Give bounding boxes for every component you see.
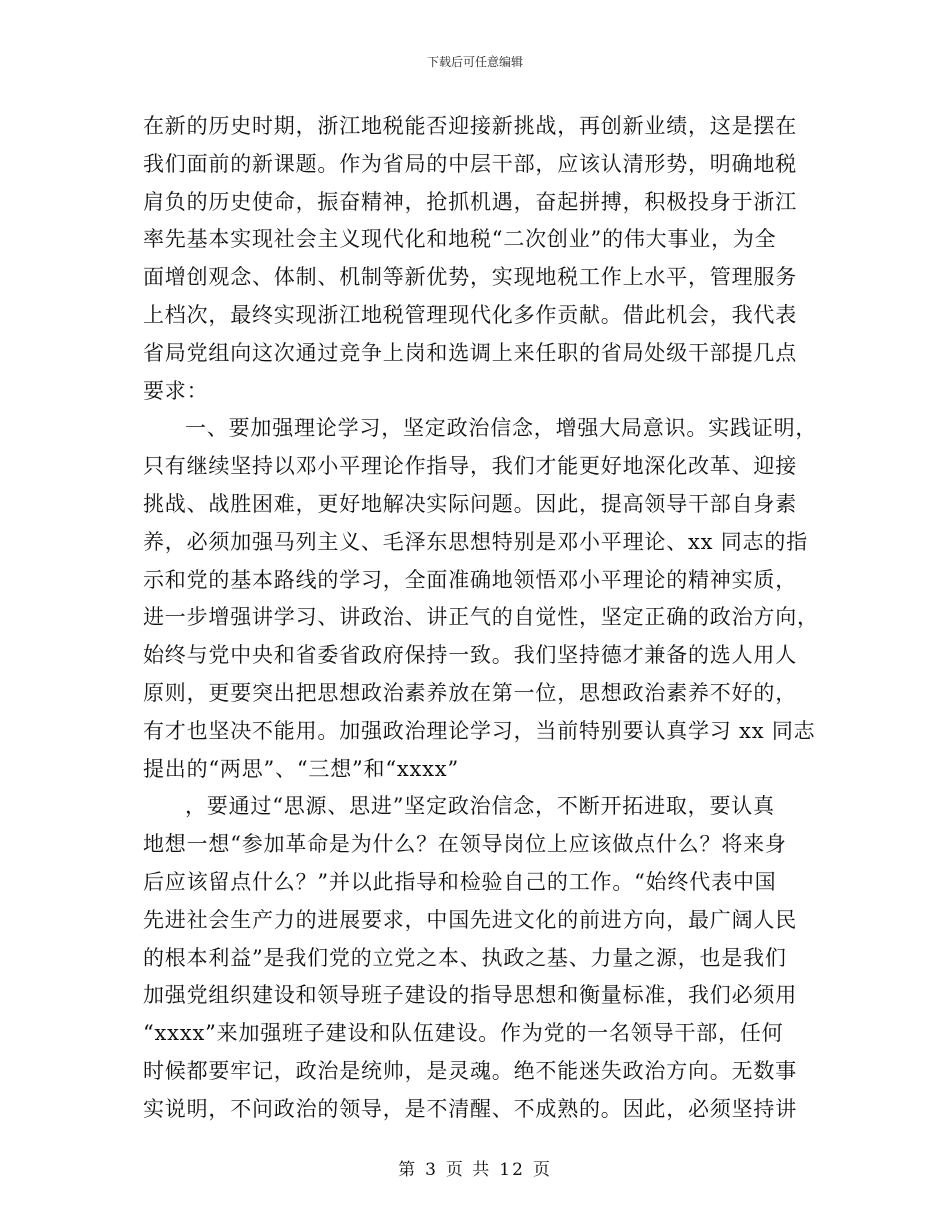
text-line: 先进社会生产力的进展要求，中国先进文化的前进方向，最广阔人民 [143,907,797,932]
page-number-suffix: 页 [532,1160,552,1180]
page-footer [0,1155,950,1180]
text-line: 省局党组向这次通过竞争上岗和选调上来任职的省局处级干部提几点 [143,340,797,365]
text-line: 始终与党中央和省委省政府保持一致。我们坚持德才兼备的选人用人 [143,643,797,668]
current-page-number: 3 [425,1160,438,1180]
text-line: 要求： [143,378,209,403]
paragraph-first-line: ，要通过“思源、思进”坚定政治信念，不断开拓进取，要认真 [185,794,775,819]
text-line: 提出的“两思”、“三想”和“xxxx” [143,756,459,781]
text-line: 肩负的历史使命，振奋精神，抢抓机遇，奋起拼搏，积极投身于浙江 [143,189,797,214]
text-line: “xxxx”来加强班子建设和队伍建设。作为党的一名领导干部，任何 [143,1021,784,1046]
text-line: 养，必须加强马列主义、毛泽东思想特别是邓小平理论、xx 同志的指 [143,529,808,554]
paragraph-first-line: 一、要加强理论学习，坚定政治信念，增强大局意识。实践证明， [185,416,818,441]
text-line: 只有继续坚持以邓小平理论作指导，我们才能更好地深化改革、迎接 [143,454,797,479]
text-line: 有才也坚决不能用。加强政治理论学习，当前特别要认真学习 xx 同志 [143,718,816,743]
text-line: 我们面前的新课题。作为省局的中层干部，应该认清形势，明确地税 [143,151,797,176]
text-line: 进一步增强讲学习、讲政治、讲正气的自觉性，坚定正确的政治方向， [143,605,819,630]
page-number-middle: 页 共 [445,1160,492,1180]
text-line: 时候都要牢记，政治是统帅，是灵魂。绝不能迷失政治方向。无数事 [143,1058,797,1083]
text-line: 加强党组织建设和领导班子建设的指导思想和衡量标准，我们必须用 [143,983,797,1008]
text-line: 挑战、战胜困难，更好地解决实际问题。因此，提高领导干部自身素 [143,491,797,516]
page-header: 下载后可任意编辑 [426,55,523,69]
page-number-prefix: 第 [398,1160,418,1180]
text-line: 率先基本实现社会主义现代化和地税“二次创业”的伟大事业，为全 [143,227,777,252]
text-line: 实说明，不问政治的领导，是不清醒、不成熟的。因此，必须坚持讲 [143,1096,797,1121]
text-line: 地想一想“参加革命是为什么？在领导岗位上应该做点什么？将来身 [143,832,787,857]
text-line: 在新的历史时期，浙江地税能否迎接新挑战，再创新业绩，这是摆在 [143,114,797,138]
total-pages-number: 12 [499,1160,525,1180]
text-line: 上档次，最终实现浙江地税管理现代化多作贡献。借此机会，我代表 [143,302,797,327]
document-body [143,108,819,1129]
text-line: 示和党的基本路线的学习，全面准确地领悟邓小平理论的精神实质， [143,567,797,592]
text-line: 面增创观念、体制、机制等新优势，实现地税工作上水平，管理服务 [143,265,797,290]
text-line: 原则，更要突出把思想政治素养放在第一位，思想政治素养不好的， [143,680,797,705]
text-line: 后应该留点什么？”并以此指导和检验自己的工作。“始终代表中国 [143,869,777,894]
text-line: 的根本利益”是我们党的立党之本、执政之基、力量之源，也是我们 [143,945,787,970]
